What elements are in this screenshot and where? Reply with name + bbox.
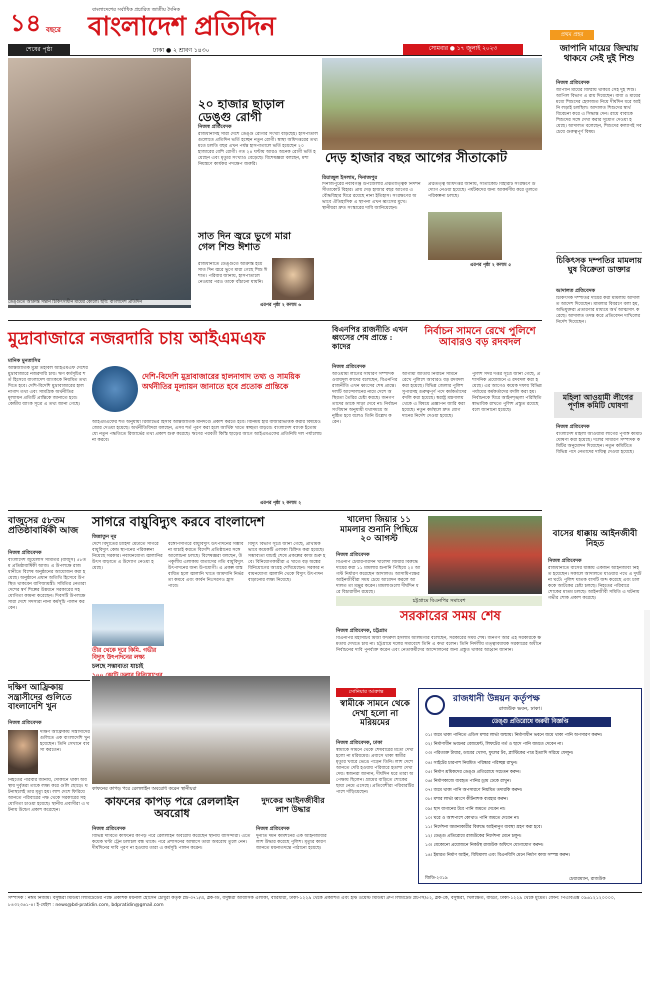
rally-photo bbox=[428, 516, 542, 594]
imf-continued: এরপর পৃষ্ঠা ২ কলাম ২ bbox=[260, 501, 302, 506]
rajuk-item: ০১। জমে থাকা পানিতে এডিস মশার লার্ভা জন্মায়। নির্মাণাধীন ভবনে জমে থাকা পানি অপসারণ করুন। bbox=[425, 733, 603, 738]
sitakot-small-photo bbox=[428, 212, 502, 260]
wind-highlight-1-text: তীর থেকে দূরে কিমি. গভীর বিদ্যুৎ উৎপাদনের লক্ষ্য bbox=[92, 648, 157, 661]
dengue-photo-caption: ডেঙ্গুতে আক্রান্ত সন্তান চিকিৎসাধীন মায়ের কোলে। ছবি: বাংলাদেশ প্রতিদিন bbox=[8, 300, 213, 305]
imf-logo bbox=[92, 366, 138, 412]
bnp-headline: নির্বাচন সামনে রেখে পুলিশে আবারও বড় রদবদল bbox=[424, 326, 536, 349]
sidebar-badge: প্রথম প্রহর bbox=[550, 30, 594, 40]
kafon-photo-caption: কাফনের কাপড় পরে রেললাইন অবরোধ করেন স্থানীয়রা bbox=[92, 787, 197, 792]
rajuk-item: ০৯। ছাদ বাগানের টবে পানি জমতে দেবেন না। bbox=[425, 806, 506, 812]
dengue-photo bbox=[8, 58, 191, 308]
logo-sub: বছরে bbox=[46, 26, 61, 34]
child-body: রাজধানীতে ডেঙ্গুতে আক্রান্ত হয়ে সাত দিন জ্বরে ভুগে মারা গেছে শিশু ঈশাত। পরিবার জানায়, হাসপাতালে নেওয়ার পরও তাকে বাঁচানো যায়নি। bbox=[198, 262, 268, 285]
govt-headline: সরকারের সময় শেষ bbox=[400, 609, 501, 624]
sidebar-item1-headline: জাপানি মায়ের জিম্মায় থাকবে সেই দুই শিশু bbox=[559, 44, 639, 64]
masthead-rule bbox=[8, 55, 542, 56]
sidebar-item2-body: চিকিৎসক দম্পতির দায়ের করা মামলায় আদালত আদেশ দিয়েছেন। মামলার বিবরণে বলা হয়, অভিযুক্তরা প্রতারণার মাধ্যমে অর্থ আত্মসাৎ করেছে। আদালত তদন্ত করে প্রতিবেদন দাখিলের নির্দেশ দিয়েছেন। bbox=[556, 296, 641, 325]
sitakot-headline: দেড় হাজার বছর আগের সীতাকোট bbox=[322, 150, 542, 169]
newspaper-title: বাংলাদেশ প্রতিদিন bbox=[88, 12, 276, 42]
wind-body-3: বিদ্যুৎ বিভাগ সূত্রে জানা গেছে, প্রাথমিকভাবে কয়েকটি এলাকা চিহ্নিত করা হয়েছে। সম্ভাব্যতা যাচাই শেষে প্রকল্পের কাজ শুরু হবে। বিনিয়োগকারীরা এ খাতে বড় অঙ্কের বিনিয়োগের আগ্রহ দেখিয়েছেন। সরকার নবায়নযোগ্য জ্বালানি থেকে বিদ্যুৎ উৎপাদন বাড়ানোর লক্ষ্য নিয়েছে। bbox=[248, 542, 326, 583]
rajuk-item: ০৫। নির্মাণ শ্রমিকদের ডেঙ্গু প্রতিরোধে সচেতন করুন। bbox=[425, 769, 521, 775]
bnp-body-2: আগামী জাতীয় নির্বাচন সামনে রেখে পুলিশে আবারও বড় রদবদল করা হয়েছে। বিভিন্ন জেলার পুলিশ সুপারসহ গুরুত্বপূর্ণ পদে কর্মকর্তাদের বদলি করা হয়েছে। স্বরাষ্ট্র মন্ত্রণালয় থেকে এ বিষয়ে প্রজ্ঞাপন জারি করা হয়েছে। নতুন কর্মস্থলে দ্রুত যোগদানের নির্দেশ দেওয়া হয়েছে। bbox=[402, 372, 467, 419]
rajuk-item: ১১। নির্দেশনা অমান্যকারীর বিরুদ্ধে আইনানুগ ব্যবস্থা গ্রহণ করা হবে। bbox=[425, 825, 542, 831]
lawyer-body: দুর্নীতি দমন কমিশনের এক আইনজীবীর লাশ উদ্ধার করেছে পুলিশ। মৃত্যুর কারণ জানতে ময়নাতদন্তে পাঠানো হয়েছে। bbox=[256, 834, 327, 851]
rajuk-item: ১৪। ইমারত নির্মাণ আইন, বিধিমালা এবং বিএনবিসি মেনে নির্মাণ কাজ সম্পন্ন করুন। bbox=[425, 852, 571, 858]
imf-body-left: আন্তর্জাতিক মুদ্রা তহবিল আইএমএফ দেশের মুদ্রাবাজারে নজরদারি চায়। ঋণ কর্মসূচির শর্ত হিসেবে বাংলাদেশ ব্যাংককে নিয়মিত তথ্য দিতে হবে। দেশি-বিদেশি মুদ্রাবাজারের হালনাগাদ তথ্য এবং সামগ্রিক অর্থনীতির মূল্যায়ন প্রতিটি প্রান্তিকে জানাতে হবে। কেন্দ্রীয় ব্যাংক সূত্রে এ তথ্য জানা গেছে। bbox=[8, 366, 88, 407]
wind-byline: জিন্নাতুন নূর bbox=[92, 534, 117, 540]
lower-left-rule bbox=[8, 680, 90, 681]
khaleda-body: বিএনপি চেয়ারপারসন খালেদা জিয়ার বিরুদ্ধে দায়ের করা ১১ মামলার শুনানি পিছিয়ে ২০ আগস্ট নির্ধারণ করেছেন আদালত। আসামিপক্ষের আইনজীবীরা সময় চেয়ে আবেদন করলে আদালত তা মঞ্জুর করেন। মামলাগুলো দীর্ঘদিন ধরে বিচারাধীন রয়েছে। bbox=[336, 560, 421, 595]
rajuk-notice bbox=[418, 688, 642, 884]
wife-kicker: সোনিয়ার আক্রান্ত bbox=[336, 688, 396, 697]
wife-headline: স্বামীকে সামনে থেকে দেখা হলো না মরিয়মের bbox=[340, 699, 410, 729]
sidebar-item3-byline: নিজস্ব প্রতিবেদক bbox=[556, 424, 590, 430]
wind-turbine-photo bbox=[92, 604, 164, 646]
date-bangla: ঢাকা ● ২ শ্রাবণ ১৪৩০ bbox=[153, 47, 210, 54]
imf-headline: মুদ্রাবাজারে নজরদারি চায় আইএমএফ bbox=[8, 329, 266, 349]
imf-rule bbox=[8, 320, 542, 321]
khaleda-byline: নিজস্ব প্রতিবেদক bbox=[336, 552, 370, 558]
wife-byline: নিজস্ব প্রতিবেদক, ঢাকা bbox=[336, 740, 383, 746]
sidebar-item3-headline: মহিলা আওয়ামী লীগের পূর্ণাঙ্গ কমিটি ঘোষণা bbox=[562, 393, 634, 411]
child-portrait bbox=[272, 258, 314, 300]
dengue-headline: ২০ হাজার ছাড়াল ডেঙ্গু রোগী bbox=[198, 97, 285, 125]
rajuk-notice-title: ডেঙ্গু প্রতিরোধে জরুরী বিজ্ঞপ্তি bbox=[449, 717, 611, 727]
masthead bbox=[8, 6, 542, 52]
sitakot-continued: এরপর পৃষ্ঠা ২ কলাম ৫ bbox=[470, 263, 512, 268]
mid-rule bbox=[8, 510, 542, 511]
govt-body: বিএনপির মহাসচিব মির্জা ফখরুল ইসলাম আলমগীর বলেছেন, সরকারের সময় শেষ। জনগণ আর এই সরকারকে ক্ষমতায় দেখতে চায় না। চট্টগ্রামে দলের সমাবেশে তিনি এ কথা বলেন। তিনি নির্দলীয় তত্ত্বাবধায়ক সরকারের অধীনে নির্বাচনের দাবি পুনর্ব্যক্ত করেন এবং নেতাকর্মীদের আন্দোলনের জন্য প্রস্তুত থাকার আহ্বান জানান। bbox=[336, 636, 542, 653]
imf-pull-quote: দেশি-বিদেশি মুদ্রাবাজারের হালনাগাদ তথ্য ও সাময়িক অর্থনীতির মূল্যায়ন জানাতে হবে প্রতোক প্রান্তিকে bbox=[142, 372, 301, 391]
tagline: বাংলাদেশের সর্বাধিক প্রচারিত জাতীয় দৈনিক bbox=[92, 7, 180, 13]
footer-rule bbox=[8, 892, 642, 893]
kafon-photo bbox=[92, 676, 330, 784]
bajus-body: বাংলাদেশ জুয়েলার্স সমিতির (বাজুস) ৫৮তম প্রতিষ্ঠাবার্ষিকী আজ। এ উপলক্ষে রাজধানীতে বিশেষ অনুষ্ঠানের আয়োজন করা হয়েছে। অনুষ্ঠানে প্রধান অতিথি হিসেবে উপস্থিত থাকবেন বাণিজ্যমন্ত্রী। সমিতির নেতারা দেশের স্বর্ণ শিল্পের উন্নয়নে সরকারের সহযোগিতা কামনা করেছেন। দিবসটি উপলক্ষে সারা দেশে সদস্যরা নানা কর্মসূচি পালন করবেন। bbox=[8, 558, 87, 611]
dengue-continued: এরপর পৃষ্ঠা ২ কলাম ৬ bbox=[260, 303, 302, 308]
sidebar-rule-1 bbox=[556, 252, 642, 253]
africa-body: দক্ষিণ আফ্রিকায় সন্ত্রাসীদের গুলিতে এক বাংলাদেশি খুন হয়েছেন। তিনি সেখানে ব্যবসা করতেন। bbox=[40, 730, 90, 753]
khaleda-headline: খালেদা জিয়ার ১১ মামলার শুনানি পিছিয়ে ২০ আগস্ট bbox=[340, 515, 418, 545]
imf-byline: মানিক মুনতাসির bbox=[8, 358, 41, 364]
africa-headline: দক্ষিণ আফ্রিকায় সন্ত্রাসীদের গুলিতে বাংলাদেশি খুন bbox=[8, 683, 72, 713]
bus-body: রাজধানীতে বাসের ধাক্কায় একজন আইনজীবী নিহত হয়েছেন। সকালে আদালতে যাওয়ার পথে এ দুর্ঘটনা ঘটে। পুলিশ ঘাতক বাসটি জব্দ করেছে এবং চালককে আটকের চেষ্টা চলছে। নিহতের পরিবারে শোকের মাতম চলছে। আইনজীবী সমিতি এ ঘটনায় গভীর শোক প্রকাশ করেছে। bbox=[548, 566, 642, 601]
lawyer-byline: নিজস্ব প্রতিবেদক bbox=[256, 826, 290, 832]
sidebar-item1-body: জাপানি মায়ের জিম্মায় থাকবে সেই দুই শিশু। আপিল বিভাগ এ রায় দিয়েছেন। বাবা ও মায়ের মধ্যে শিশুদের হেফাজত নিয়ে দীর্ঘদিন ধরে আইনি লড়াই চলছিল। আদালত শিশুদের স্বার্থ বিবেচনা করে এ সিদ্ধান্ত দেন। রায়ে বাবাকে শিশুদের সঙ্গে দেখা করার সুযোগ দেওয়া হয়েছে। আদালত বলেছেন, শিশুদের কল্যাণই সবচেয়ে গুরুত্বপূর্ণ বিষয়। bbox=[556, 88, 642, 135]
rally-caption: চট্টগ্রামে বিএনপির সমাবেশ bbox=[336, 596, 542, 606]
rajuk-item: ১২। ডেঙ্গু প্রতিরোধে রাজউকের নির্দেশনা মেনে চলুন। bbox=[425, 834, 522, 840]
dengue-sub-headline: সাত দিন জ্বরে ভুগে মারা গেল শিশু ঈশাত bbox=[198, 231, 291, 253]
imf-body-mid: আইএমএফের শর্ত অনুযায়ী রিজার্ভের হিসাব আন্তর্জাতিক মানদণ্ডে প্রকাশ করতে হবে। বিনিময় হার বাজারভিত্তিক করার বিষয়েও জোর দেওয়া হয়েছে। অর্থনীতিবিদরা বলছেন, এসব শর্ত পূরণ করা হলে আর্থিক খাতে স্বচ্ছতা বাড়বে। বাংলাদেশ ব্যাংক ইতোমধ্যে নতুন পদ্ধতিতে রিজার্ভের তথ্য প্রকাশ শুরু করেছে। ঋণের পরবর্তী কিস্তি ছাড়ের আগে আইএমএফের প্রতিনিধি দল পর্যালোচনা করবে। bbox=[92, 420, 322, 443]
rajuk-org: রাজধানী উন্নয়ন কর্তৃপক্ষ bbox=[453, 694, 540, 704]
page-label: শেষের পৃষ্ঠা bbox=[8, 44, 70, 55]
sitakot-body-right: প্রত্নতত্ত্ব অধিদপ্তর জানায়, সীতাকোট বিহারটি সংরক্ষণে উদ্যোগ নেওয়া হয়েছে। পর্যটকদের জন্য আকর্ষণীয় করে তুলতে পরিকল্পনা চলছে। bbox=[428, 182, 538, 199]
lawyer-headline: দুদকের আইনজীবীর লাশ উদ্ধার bbox=[261, 795, 325, 814]
sidebar-item2-byline: আদালত প্রতিবেদক bbox=[556, 288, 595, 294]
rajuk-org-sub: রাজউক ভবন, ঢাকা। bbox=[499, 706, 542, 712]
kafon-headline: কাফনের কাপড় পরে রেললাইন অবরোধ bbox=[105, 795, 239, 821]
bajus-headline: বাজুসের ৫৮তম প্রতিষ্ঠাবার্ষিকী আজ bbox=[8, 516, 79, 537]
kafon-body: বিভিন্ন দাবিতে কাফনের কাপড় পরে রেললাইন অবরোধ করেছেন স্থানীয় বাসিন্দারা। এতে কয়েক ঘণ্টা ট্রেন চলাচল বন্ধ থাকে। পরে প্রশাসনের আশ্বাসে তারা অবরোধ তুলে নেন। দীর্ঘদিনের দাবি পূরণ না হওয়ায় তারা এ কর্মসূচি পালন করেন। bbox=[92, 834, 251, 851]
kafon-byline: নিজস্ব প্রতিবেদক bbox=[92, 826, 126, 832]
africa-byline: নিজস্ব প্রতিবেদক bbox=[8, 720, 42, 726]
side-strip bbox=[644, 610, 650, 840]
rajuk-item: ০৮। মশার লার্ভা ধ্বংসে কীটনাশক ব্যবহার করুন। bbox=[425, 797, 509, 803]
sidebar-item2-headline: চিকিৎসক দম্পতির মামলায় ঘুষ বিক্রেতা ডাক্তার bbox=[556, 255, 642, 274]
sitakot-byline: রিয়াজুল ইসলাম, দিনাজপুর bbox=[322, 175, 378, 181]
bnp-body-3: পুলিশ সদর দপ্তর সূত্রে জানা গেছে, প্রশাসনিক প্রয়োজনে এ রদবদল করা হয়েছে। এর আগেও কয়েক দফায় বিভিন্ন পর্যায়ের কর্মকর্তাদের বদলি করা হয়। নির্বাচনকে ঘিরে আইনশৃঙ্খলা পরিস্থিতি স্বাভাবিক রাখতে পুলিশ প্রস্তুত রয়েছে বলে জানানো হয়েছে। bbox=[472, 372, 542, 413]
rajuk-item: ০৭। জমে থাকা পানি অপসারণে নিয়মিত তদারকি করুন। bbox=[425, 788, 523, 794]
rajuk-item: ০২। নির্মাণাধীন ভবনের বেজমেন্ট, লিফটের গর্ত ও ছাদে পানি জমতে দেবেন না। bbox=[425, 742, 563, 748]
rajuk-sign: চেয়ারম্যান, রাজউক bbox=[569, 877, 606, 882]
rajuk-code: জিডি-২৩১৯ bbox=[425, 876, 448, 881]
wind-highlight-2-text: চলছে সম্ভাব্যতা যাচাই bbox=[92, 664, 144, 670]
wind-body-2: বঙ্গোপসাগরে বায়ুবিদ্যুৎ উৎপাদনের সম্ভাবনা যাচাই করতে বিদেশি প্রতিষ্ঠানের সঙ্গে আলোচনা চলছে। বিশেষজ্ঞরা বলছেন, উপকূলীয় এলাকায় বাতাসের গতি বায়ুবিদ্যুৎ উৎপাদনের জন্য উপযোগী। এ প্রকল্প বাস্তবায়িত হলে জ্বালানি খাতে আমদানি নির্ভরতা কমবে এবং কার্বন নিঃসরণও হ্রাস পাবে। bbox=[168, 542, 244, 589]
sitakot-body-left: দিনাজপুরের নবাবগঞ্জ উপজেলার প্রত্নতাত্ত্বিক নিদর্শন সীতাকোট বিহার। প্রায় দেড় হাজার বছর আগের এ বৌদ্ধবিহার ঘিরে রয়েছে নানা ইতিহাস। সংরক্ষণের অভাবে ঐতিহাসিক এ স্থাপনা এখন ধ্বংসের মুখে। স্থানীয়রা দ্রুত সংস্কারের দাবি জানিয়েছেন। bbox=[322, 182, 421, 211]
africa-portrait bbox=[8, 730, 38, 774]
rajuk-item: ১৩। যেকোনো প্রয়োজনে নিকটস্থ রাজউক অফিসে যোগাযোগ করুন। bbox=[425, 843, 544, 849]
logo-number: ১৪ bbox=[10, 8, 42, 37]
bajus-byline: নিজস্ব প্রতিবেদক bbox=[8, 550, 42, 556]
africa-body-2: নিহতের পরিবার জানায়, দোকানে থাকা অবস্থায় দুর্বৃত্তরা তাকে লক্ষ্য করে গুলি ছোড়ে। ঘটনাস্থলেই তার মৃত্যু হয়। লাশ দেশে ফিরিয়ে আনতে পরিবারের পক্ষ থেকে সরকারের সহযোগিতা চাওয়া হয়েছে। স্থানীয় প্রবাসীরা এ ঘটনায় উদ্বেগ প্রকাশ করেছেন। bbox=[8, 778, 90, 813]
sidebar-item1-byline: নিজস্ব প্রতিবেদক bbox=[556, 80, 590, 86]
anniversary-logo bbox=[10, 10, 66, 40]
bnp-kicker: বিএনপির রাজনীতি এখন ধ্বংসের শেষ প্রান্তে : কাদের bbox=[332, 325, 408, 351]
rajuk-item: ০৩। পরিত্যক্ত টায়ার, ডাবের খোসা, ফুলের টব, প্লাস্টিকের পাত্র ইত্যাদি সরিয়ে ফেলুন। bbox=[425, 751, 574, 757]
dengue-body: রাজধানীসহ সারা দেশে ডেঙ্গু রোগীর সংখ্যা বাড়ছেই। হাসপাতালগুলোতে প্রতিদিন ভর্তি হচ্ছেন নতুন রোগী। স্বাস্থ্য অধিদপ্তরের তথ্যমতে চলতি বছর এখন পর্যন্ত হাসপাতালে ভর্তি হয়েছেন ২০ হাজারের বেশি রোগী। গত ২৪ ঘণ্টায় আরও অনেক রোগী ভর্তি হয়েছেন এবং মৃত্যুর সংখ্যাও বেড়েছে। বিশেষজ্ঞরা বলছেন, মশা নিয়ন্ত্রণে কার্যকর পদক্ষেপ জরুরি। bbox=[198, 132, 318, 167]
bnp-body-1: আওয়ামী লীগের সাধারণ সম্পাদক ওবায়দুল কাদের বলেছেন, বিএনপির রাজনীতি এখন ধ্বংসের শেষ প্রান্তে। দলটি আন্দোলনের নামে দেশে অস্থিরতা তৈরির চেষ্টা করছে। জনগণ তাদের ডাকে সাড়া দেবে না। নির্বাচন সংবিধান অনুযায়ী যথাসময়ে অনুষ্ঠিত হবে বলেও তিনি উল্লেখ করেন। bbox=[332, 372, 398, 425]
rajuk-item: ১০। ঘরে ও আশপাশে কোথাও পানি জমতে দেবেন না। bbox=[425, 815, 520, 821]
dengue-byline: নিজস্ব প্রতিবেদক bbox=[198, 124, 232, 130]
wind-body-1: দেশে বিদ্যুতের চাহিদা মেটাতে সাগরে বায়ুবিদ্যুৎ কেন্দ্র স্থাপনের পরিকল্পনা নিয়েছে সরকার। নবায়নযোগ্য জ্বালানির উৎস বাড়াতে এ উদ্যোগ নেওয়া হয়েছে। bbox=[92, 542, 163, 571]
footer-imprint: সম্পাদক : নঈম নিজাম। বসুন্ধরা মিডিয়া লিমিটেডের পক্ষে প্রকাশক ময়নাল হোসেন চৌধুরী কর্তৃক প্লট-৩৭১/এ, ব্লক-ডি, বসুন্ধরা আবাসিক এলাকা, বারিধারা, ঢাকা-১২২৯ থেকে প্রকাশিত এবং ইস্ট ওয়েস্ট মিডিয়া গ্রুপ লিমিটেড প্লট-সি/৫২, ব্লক-কে, বসুন্ধরা, খিলক্ষেত, বাড্ডা, ঢাকা-১২২৯ থেকে মুদ্রিত। ফোন: পিএবিএক্স ০৯৬১২১২০০০০, ৮৪৩২৩৬১-৪। ই-মেইল : news@bd-pratidin.com, bdpratidin@gmail.com bbox=[8, 896, 616, 908]
rajuk-item: ০৪। সাইটের চারপাশ নিয়মিত পরিষ্কার পরিচ্ছন্ন রাখুন। bbox=[425, 760, 518, 766]
sidebar-item3-body: বাংলাদেশ মহিলা আওয়ামী লীগের পূর্ণাঙ্গ কমিটি ঘোষণা করা হয়েছে। দলের সাধারণ সম্পাদক কমিটির অনুমোদন দিয়েছেন। নতুন কমিটিতে বিভিন্ন পদে নেতাদের দায়িত্ব দেওয়া হয়েছে। bbox=[556, 432, 642, 455]
date-english: সোমবার ● ১৭ জুলাই ২০২৩ bbox=[403, 44, 523, 55]
rajuk-logo bbox=[425, 695, 445, 715]
bnp-byline: নিজস্ব প্রতিবেদক bbox=[332, 364, 366, 370]
rajuk-items bbox=[425, 731, 637, 860]
wife-body: স্বামীকে সামনে থেকে শেষবারের মতো দেখা হলো না মরিয়মের। প্রবাসে থাকা স্বামীর মৃত্যুর খবরে ভেঙে পড়েন তিনি। লাশ দেশে আনতে দেরি হওয়ায় পরিবারে হতাশা দেখা দেয়। স্বজনরা জানান, দীর্ঘদিন ধরে তারা অপেক্ষায় ছিলেন। গ্রামের বাড়িতে শোকের ছায়া নেমে এসেছে। প্রতিবেশীরা পরিবারটির পাশে দাঁড়িয়েছেন। bbox=[336, 748, 414, 795]
bus-byline: নিজস্ব প্রতিবেদক bbox=[548, 558, 582, 564]
rajuk-item: ০৬। নির্মাণকাজে ব্যবহৃত পানির ড্রাম ঢেকে রাখুন। bbox=[425, 779, 512, 785]
bus-headline: বাসের ধাক্কায় আইনজীবী নিহত bbox=[552, 529, 638, 549]
wind-headline: সাগরে বায়ুবিদ্যুৎ করবে বাংলাদেশ bbox=[92, 515, 265, 530]
govt-byline: নিজস্ব প্রতিবেদক, চট্টগ্রাম bbox=[336, 628, 387, 634]
